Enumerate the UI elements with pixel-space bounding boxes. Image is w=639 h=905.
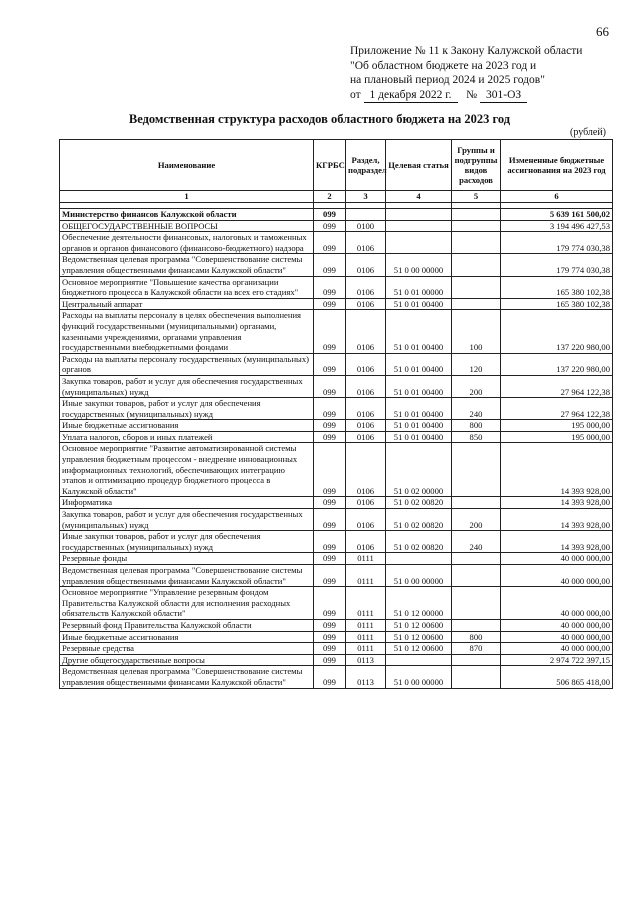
- row-group: 240: [452, 531, 501, 553]
- row-amount: 5 639 161 500,02: [501, 209, 613, 221]
- row-kgrbs: 099: [314, 209, 346, 221]
- row-target: [386, 553, 452, 565]
- table-row: [60, 353, 613, 375]
- row-section: 0113: [346, 654, 386, 666]
- row-name: Уплата налогов, сборов и иных платежей: [60, 431, 314, 443]
- row-amount: 165 380 102,38: [501, 276, 613, 298]
- row-amount: 179 774 030,38: [501, 232, 613, 254]
- row-kgrbs: 099: [314, 531, 346, 553]
- table-row: [60, 587, 613, 620]
- row-group: 100: [452, 310, 501, 353]
- col-header-name: Наименование: [60, 140, 314, 191]
- row-target: 51 0 12 00600: [386, 619, 452, 631]
- row-kgrbs: 099: [314, 276, 346, 298]
- row-target: 51 0 01 00400: [386, 375, 452, 397]
- row-section: 0111: [346, 565, 386, 587]
- row-group: 240: [452, 398, 501, 420]
- row-amount: 40 000 000,00: [501, 553, 613, 565]
- row-group: [452, 220, 501, 232]
- row-target: 51 0 01 00000: [386, 276, 452, 298]
- row-kgrbs: 099: [314, 666, 346, 688]
- col-header-kgrbs: КГРБС: [314, 140, 346, 191]
- table-row: [60, 497, 613, 509]
- row-group: [452, 666, 501, 688]
- row-name: Информатика: [60, 497, 314, 509]
- row-amount: 165 380 102,38: [501, 298, 613, 310]
- row-amount: 2 974 722 397,15: [501, 654, 613, 666]
- row-group: 800: [452, 420, 501, 432]
- row-section: 0100: [346, 220, 386, 232]
- row-group: [452, 553, 501, 565]
- col-header-group: Группы и подгруппы видов расходов: [452, 140, 501, 191]
- row-name: Основное мероприятие "Развитие автоматизированной системы управления бюджетным процессом - внедрение инновационных информационных технологий, обеспечивающих интеграцию этапов и оптимизацию процедур бюджетного процесса в Калужской области": [60, 443, 314, 497]
- row-section: 0106: [346, 497, 386, 509]
- table-row: [60, 654, 613, 666]
- row-amount: 27 964 122,38: [501, 398, 613, 420]
- row-name: Другие общегосударственные вопросы: [60, 654, 314, 666]
- table-header-row: [60, 140, 613, 191]
- row-kgrbs: 099: [314, 353, 346, 375]
- row-kgrbs: 099: [314, 431, 346, 443]
- col-header-section: Раздел, подраздел: [346, 140, 386, 191]
- row-amount: 40 000 000,00: [501, 565, 613, 587]
- row-amount: 14 393 928,00: [501, 497, 613, 509]
- row-group: 870: [452, 643, 501, 655]
- row-name: Резервные средства: [60, 643, 314, 655]
- row-target: 51 0 00 00000: [386, 254, 452, 276]
- table-row: [60, 631, 613, 643]
- row-section: 0106: [346, 443, 386, 497]
- row-kgrbs: 099: [314, 254, 346, 276]
- row-name: Основное мероприятие "Управление резервным фондом Правительства Калужской области для исполнения расходных обязательств Калужской области": [60, 587, 314, 620]
- table-row: [60, 553, 613, 565]
- row-group: 850: [452, 431, 501, 443]
- row-kgrbs: 099: [314, 398, 346, 420]
- row-group: 120: [452, 353, 501, 375]
- row-name: Основное мероприятие "Повышение качества организации бюджетного процесса в Калужской области на всех его стадиях": [60, 276, 314, 298]
- row-section: 0106: [346, 254, 386, 276]
- table-row: [60, 232, 613, 254]
- row-kgrbs: 099: [314, 565, 346, 587]
- row-target: 51 0 00 00000: [386, 666, 452, 688]
- table-row: [60, 276, 613, 298]
- row-group: 800: [452, 631, 501, 643]
- row-name: Иные бюджетные ассигнования: [60, 420, 314, 432]
- row-kgrbs: 099: [314, 619, 346, 631]
- row-section: [346, 209, 386, 221]
- row-target: [386, 654, 452, 666]
- row-name: Иные закупки товаров, работ и услуг для обеспечения государственных (муниципальных) нужд: [60, 398, 314, 420]
- row-name: Иные бюджетные ассигнования: [60, 631, 314, 643]
- row-amount: 14 393 928,00: [501, 531, 613, 553]
- row-section: 0111: [346, 619, 386, 631]
- document-title: Ведомственная структура расходов областного бюджета на 2023 год: [128, 112, 511, 126]
- row-target: 51 0 12 00000: [386, 587, 452, 620]
- table-row: [60, 398, 613, 420]
- appendix-header: [350, 44, 582, 103]
- law-date: 1 декабря 2022 г.: [364, 88, 458, 104]
- row-target: 51 0 01 00400: [386, 398, 452, 420]
- row-name: Резервный фонд Правительства Калужской области: [60, 619, 314, 631]
- row-target: 51 0 01 00400: [386, 353, 452, 375]
- row-kgrbs: 099: [314, 298, 346, 310]
- row-section: 0111: [346, 553, 386, 565]
- column-number: 2: [314, 191, 346, 203]
- row-kgrbs: 099: [314, 643, 346, 655]
- row-section: 0106: [346, 310, 386, 353]
- row-target: 51 0 12 00600: [386, 643, 452, 655]
- row-group: [452, 232, 501, 254]
- table-row: [60, 531, 613, 553]
- row-target: 51 0 01 00400: [386, 431, 452, 443]
- table-row: [60, 431, 613, 443]
- table-row: [60, 666, 613, 688]
- row-section: 0106: [346, 431, 386, 443]
- row-section: 0106: [346, 276, 386, 298]
- row-kgrbs: 099: [314, 375, 346, 397]
- table-row: [60, 509, 613, 531]
- row-name: Министерство финансов Калужской области: [60, 209, 314, 221]
- row-kgrbs: 099: [314, 220, 346, 232]
- row-name: Центральный аппарат: [60, 298, 314, 310]
- row-target: 51 0 00 00000: [386, 565, 452, 587]
- row-section: 0106: [346, 353, 386, 375]
- row-group: 200: [452, 375, 501, 397]
- row-target: [386, 232, 452, 254]
- row-amount: 179 774 030,38: [501, 254, 613, 276]
- row-name: Закупка товаров, работ и услуг для обеспечения государственных (муниципальных) нужд: [60, 375, 314, 397]
- table-row: [60, 310, 613, 353]
- row-amount: 40 000 000,00: [501, 631, 613, 643]
- row-kgrbs: 099: [314, 232, 346, 254]
- row-name: Обеспечение деятельности финансовых, налоговых и таможенных органов и органов финансового (финансово-бюджетного) надзора: [60, 232, 314, 254]
- row-amount: 3 194 496 427,53: [501, 220, 613, 232]
- row-name: Закупка товаров, работ и услуг для обеспечения государственных (муниципальных) нужд: [60, 509, 314, 531]
- appendix-line: Приложение № 11 к Закону Калужской области: [350, 45, 583, 57]
- table-row: [60, 220, 613, 232]
- row-section: 0106: [346, 298, 386, 310]
- col-header-target: Целевая статья: [386, 140, 452, 191]
- date-prefix: от: [350, 88, 361, 101]
- row-amount: 137 220 980,00: [501, 310, 613, 353]
- units-label: (рублей): [570, 127, 607, 138]
- law-number: 301-ОЗ: [480, 88, 527, 104]
- row-section: 0111: [346, 631, 386, 643]
- number-prefix: №: [466, 88, 478, 101]
- row-kgrbs: 099: [314, 587, 346, 620]
- row-group: [452, 209, 501, 221]
- column-number: 1: [60, 191, 314, 203]
- row-amount: 506 865 418,00: [501, 666, 613, 688]
- row-target: 51 0 01 00400: [386, 310, 452, 353]
- row-kgrbs: 099: [314, 631, 346, 643]
- page-number: 66: [596, 24, 609, 39]
- column-number: 5: [452, 191, 501, 203]
- row-group: [452, 254, 501, 276]
- row-kgrbs: 099: [314, 553, 346, 565]
- row-kgrbs: 099: [314, 497, 346, 509]
- row-target: 51 0 02 00820: [386, 531, 452, 553]
- row-amount: 14 393 928,00: [501, 509, 613, 531]
- row-group: [452, 443, 501, 497]
- row-amount: 14 393 928,00: [501, 443, 613, 497]
- row-target: 51 0 12 00600: [386, 631, 452, 643]
- row-group: [452, 619, 501, 631]
- row-amount: 137 220 980,00: [501, 353, 613, 375]
- row-kgrbs: 099: [314, 420, 346, 432]
- row-target: 51 0 01 00400: [386, 420, 452, 432]
- row-target: [386, 220, 452, 232]
- appendix-line: "Об областном бюджете на 2023 год и: [350, 59, 537, 72]
- row-section: 0111: [346, 643, 386, 655]
- row-target: [386, 209, 452, 221]
- row-amount: 195 000,00: [501, 420, 613, 432]
- table-row: [60, 298, 613, 310]
- row-section: 0106: [346, 531, 386, 553]
- row-target: 51 0 01 00400: [386, 298, 452, 310]
- row-group: [452, 298, 501, 310]
- row-group: [452, 565, 501, 587]
- row-section: 0106: [346, 398, 386, 420]
- row-amount: 40 000 000,00: [501, 643, 613, 655]
- row-target: 51 0 02 00000: [386, 443, 452, 497]
- row-group: [452, 587, 501, 620]
- table-row: [60, 209, 613, 221]
- table-row: [60, 565, 613, 587]
- row-section: 0106: [346, 375, 386, 397]
- row-kgrbs: 099: [314, 654, 346, 666]
- row-section: 0106: [346, 232, 386, 254]
- appendix-line: на плановый период 2024 и 2025 годов": [350, 74, 545, 86]
- column-number: 6: [501, 191, 613, 203]
- row-target: 51 0 02 00820: [386, 509, 452, 531]
- row-amount: 195 000,00: [501, 431, 613, 443]
- row-section: 0106: [346, 420, 386, 432]
- row-name: Ведомственная целевая программа "Совершенствование системы управления общественными финансами Калужской области": [60, 254, 314, 276]
- table-row: [60, 254, 613, 276]
- row-amount: 40 000 000,00: [501, 587, 613, 620]
- row-target: 51 0 02 00820: [386, 497, 452, 509]
- table-row: [60, 619, 613, 631]
- table-row: [60, 375, 613, 397]
- table-row: [60, 420, 613, 432]
- row-name: Расходы на выплаты персоналу государственных (муниципальных) органов: [60, 353, 314, 375]
- budget-table: [59, 139, 613, 689]
- row-section: 0106: [346, 509, 386, 531]
- row-name: ОБЩЕГОСУДАРСТВЕННЫЕ ВОПРОСЫ: [60, 220, 314, 232]
- row-kgrbs: 099: [314, 443, 346, 497]
- row-amount: 40 000 000,00: [501, 619, 613, 631]
- row-name: Иные закупки товаров, работ и услуг для обеспечения государственных (муниципальных) нужд: [60, 531, 314, 553]
- row-group: [452, 276, 501, 298]
- row-section: 0111: [346, 587, 386, 620]
- row-kgrbs: 099: [314, 310, 346, 353]
- row-name: Резервные фонды: [60, 553, 314, 565]
- row-group: [452, 497, 501, 509]
- column-number: 4: [386, 191, 452, 203]
- table-row: [60, 643, 613, 655]
- row-name: Расходы на выплаты персоналу в целях обеспечения выполнения функций государственными (муниципальными) органами, казенными учреждениями, органами управления государственными внебюджетными фондами: [60, 310, 314, 353]
- row-kgrbs: 099: [314, 509, 346, 531]
- row-group: 200: [452, 509, 501, 531]
- row-name: Ведомственная целевая программа "Совершенствование системы управления общественными финансами Калужской области": [60, 565, 314, 587]
- row-section: 0113: [346, 666, 386, 688]
- col-header-amount: Измененные бюджетные ассигнования на 2023 год: [501, 140, 613, 191]
- appendix-date-line: [350, 88, 582, 104]
- row-name: Ведомственная целевая программа "Совершенствование системы управления общественными финансами Калужской области": [60, 666, 314, 688]
- row-amount: 27 964 122,38: [501, 375, 613, 397]
- row-group: [452, 654, 501, 666]
- column-number: 3: [346, 191, 386, 203]
- column-number-row: [60, 191, 613, 203]
- table-row: [60, 443, 613, 497]
